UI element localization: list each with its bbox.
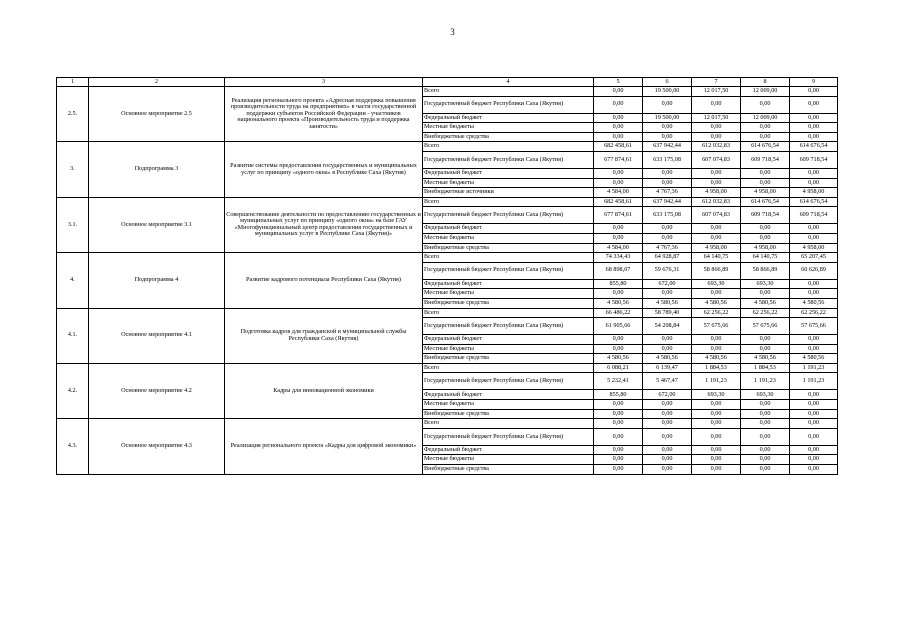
- table-row: [57, 419, 838, 429]
- value-cell: 4 580,56: [790, 298, 838, 308]
- value-cell: 0,00: [594, 400, 643, 410]
- value-cell: 682 458,61: [594, 142, 643, 152]
- value-cell: 0,00: [790, 113, 838, 123]
- value-cell: 0,00: [594, 123, 643, 133]
- funding-source-cell: Всего: [423, 419, 594, 429]
- value-cell: 4 580,56: [692, 354, 741, 364]
- funding-source-cell: Местные бюджеты: [423, 344, 594, 354]
- funding-source-cell: Всего: [423, 197, 594, 207]
- funding-source-cell: Государственный бюджет Республики Саха (Якутия): [423, 373, 594, 390]
- funding-source-cell: Федеральный бюджет: [423, 113, 594, 123]
- value-cell: 4 580,56: [643, 354, 692, 364]
- value-cell: 0,00: [692, 335, 741, 345]
- value-cell: 4 584,00: [594, 188, 643, 198]
- value-cell: 68 898,07: [594, 262, 643, 279]
- funding-source-cell: Внебюджетные средства: [423, 465, 594, 475]
- item-name-cell: Основное мероприятие 2.5: [89, 87, 225, 142]
- value-cell: 19 500,00: [643, 113, 692, 123]
- value-cell: 0,00: [741, 233, 790, 243]
- value-cell: 6 139,47: [643, 363, 692, 373]
- value-cell: 62 256,22: [692, 308, 741, 318]
- value-cell: 0,00: [643, 400, 692, 410]
- value-cell: 0,00: [790, 409, 838, 419]
- value-cell: 0,00: [594, 419, 643, 429]
- value-cell: 0,00: [692, 233, 741, 243]
- value-cell: 0,00: [741, 132, 790, 142]
- value-cell: 0,00: [643, 123, 692, 133]
- value-cell: 0,00: [790, 344, 838, 354]
- funding-source-cell: Федеральный бюджет: [423, 279, 594, 289]
- funding-source-cell: Всего: [423, 253, 594, 263]
- funding-source-cell: Федеральный бюджет: [423, 390, 594, 400]
- value-cell: 4 580,56: [790, 354, 838, 364]
- value-cell: 0,00: [741, 428, 790, 445]
- value-cell: 57 675,66: [692, 318, 741, 335]
- value-cell: 0,00: [741, 465, 790, 475]
- value-cell: 0,00: [594, 178, 643, 188]
- value-cell: 0,00: [741, 96, 790, 113]
- value-cell: 0,00: [741, 445, 790, 455]
- value-cell: 0,00: [790, 178, 838, 188]
- value-cell: 0,00: [643, 132, 692, 142]
- value-cell: 0,00: [790, 400, 838, 410]
- table-row: [57, 363, 838, 373]
- value-cell: 855,80: [594, 279, 643, 289]
- value-cell: 614 676,54: [741, 142, 790, 152]
- funding-source-cell: Внебюджетные средства: [423, 132, 594, 142]
- value-cell: 12 009,00: [741, 113, 790, 123]
- value-cell: 614 676,54: [741, 197, 790, 207]
- funding-source-cell: Внебюджетные средства: [423, 409, 594, 419]
- item-name-cell: Подпрограмма 3: [89, 142, 225, 197]
- value-cell: 0,00: [594, 445, 643, 455]
- funding-source-cell: Внебюджетные средства: [423, 243, 594, 253]
- header-cell: 6: [643, 78, 692, 87]
- code-cell: 4.2.: [57, 363, 89, 418]
- value-cell: 0,00: [692, 409, 741, 419]
- value-cell: 0,00: [741, 409, 790, 419]
- value-cell: 4 580,56: [741, 354, 790, 364]
- table-row: [57, 87, 838, 97]
- funding-source-cell: Федеральный бюджет: [423, 168, 594, 178]
- value-cell: 0,00: [790, 390, 838, 400]
- value-cell: 0,00: [790, 465, 838, 475]
- value-cell: 0,00: [692, 445, 741, 455]
- item-description-cell: Реализация регионального проекта «Адресная поддержка повышения производительности труда на предприятиях» в части государственной поддержки субъектов Российской Федерации - участников национального проекта «Производительность труда и поддержка занятости»: [225, 87, 423, 142]
- funding-source-cell: Местные бюджеты: [423, 123, 594, 133]
- value-cell: 0,00: [692, 419, 741, 429]
- value-cell: 609 718,54: [741, 151, 790, 168]
- value-cell: 12 009,00: [741, 87, 790, 97]
- code-cell: 3.1.: [57, 197, 89, 252]
- value-cell: 0,00: [692, 344, 741, 354]
- value-cell: 64 140,75: [692, 253, 741, 263]
- value-cell: 0,00: [594, 96, 643, 113]
- value-cell: 62 256,22: [790, 308, 838, 318]
- value-cell: 855,80: [594, 390, 643, 400]
- value-cell: 693,30: [692, 279, 741, 289]
- value-cell: 0,00: [741, 400, 790, 410]
- value-cell: 0,00: [594, 465, 643, 475]
- value-cell: 607 074,83: [692, 207, 741, 224]
- value-cell: 0,00: [643, 233, 692, 243]
- value-cell: 5 232,41: [594, 373, 643, 390]
- value-cell: 0,00: [643, 289, 692, 299]
- value-cell: 0,00: [643, 178, 692, 188]
- item-description-cell: Совершенствование деятельности по предоставлению государственных и муниципальных услуг по принципу «одного окна» на базе ГАУ «Многофункциональный центр предоставления государственных и муниципальных услуг в Республике Саха (Якутия)»: [225, 197, 423, 252]
- value-cell: 0,00: [594, 428, 643, 445]
- value-cell: 65 207,45: [790, 253, 838, 263]
- value-cell: 0,00: [741, 289, 790, 299]
- value-cell: 693,30: [741, 390, 790, 400]
- value-cell: 672,00: [643, 279, 692, 289]
- value-cell: 5 467,47: [643, 373, 692, 390]
- header-cell: 1: [57, 78, 89, 87]
- funding-source-cell: Местные бюджеты: [423, 289, 594, 299]
- value-cell: 4 580,56: [643, 298, 692, 308]
- item-name-cell: Основное мероприятие 4.1: [89, 308, 225, 363]
- value-cell: 4 958,00: [790, 188, 838, 198]
- header-cell: 2: [89, 78, 225, 87]
- value-cell: 693,30: [741, 279, 790, 289]
- value-cell: 4 958,00: [741, 243, 790, 253]
- value-cell: 4 767,36: [643, 188, 692, 198]
- value-cell: 58 789,40: [643, 308, 692, 318]
- value-cell: 64 140,75: [741, 253, 790, 263]
- value-cell: 0,00: [790, 224, 838, 234]
- value-cell: 4 767,36: [643, 243, 692, 253]
- value-cell: 0,00: [692, 123, 741, 133]
- value-cell: 633 175,08: [643, 207, 692, 224]
- value-cell: 0,00: [643, 96, 692, 113]
- funding-source-cell: Внебюджетные средства: [423, 298, 594, 308]
- value-cell: 4 958,00: [741, 188, 790, 198]
- value-cell: 0,00: [741, 335, 790, 345]
- value-cell: 609 718,54: [741, 207, 790, 224]
- header-cell: 5: [594, 78, 643, 87]
- value-cell: 0,00: [790, 87, 838, 97]
- item-name-cell: Основное мероприятие 4.3: [89, 419, 225, 474]
- value-cell: 614 676,54: [790, 197, 838, 207]
- value-cell: 57 675,66: [790, 318, 838, 335]
- table-row: [57, 142, 838, 152]
- header-cell: 9: [790, 78, 838, 87]
- value-cell: 0,00: [643, 465, 692, 475]
- value-cell: 0,00: [594, 233, 643, 243]
- value-cell: 0,00: [643, 409, 692, 419]
- value-cell: 4 580,56: [594, 354, 643, 364]
- item-name-cell: Подпрограмма 4: [89, 253, 225, 308]
- funding-source-cell: Внебюджетные источники: [423, 188, 594, 198]
- header-cell: 7: [692, 78, 741, 87]
- value-cell: 1 191,23: [741, 373, 790, 390]
- value-cell: 0,00: [790, 168, 838, 178]
- code-cell: 4.3.: [57, 419, 89, 474]
- value-cell: 677 874,61: [594, 207, 643, 224]
- value-cell: 0,00: [790, 279, 838, 289]
- value-cell: 0,00: [594, 455, 643, 465]
- value-cell: 0,00: [594, 132, 643, 142]
- funding-source-cell: Всего: [423, 363, 594, 373]
- funding-source-cell: Местные бюджеты: [423, 400, 594, 410]
- value-cell: 0,00: [790, 419, 838, 429]
- value-cell: 0,00: [692, 178, 741, 188]
- budget-table: [56, 77, 838, 475]
- value-cell: 58 866,89: [741, 262, 790, 279]
- value-cell: 4 958,00: [692, 243, 741, 253]
- value-cell: 4 958,00: [692, 188, 741, 198]
- value-cell: 61 905,66: [594, 318, 643, 335]
- value-cell: 12 017,50: [692, 113, 741, 123]
- value-cell: 637 942,44: [643, 142, 692, 152]
- value-cell: 1 191,23: [790, 363, 838, 373]
- value-cell: 4 958,00: [790, 243, 838, 253]
- value-cell: 0,00: [741, 168, 790, 178]
- value-cell: 1 884,53: [692, 363, 741, 373]
- value-cell: 609 718,54: [790, 151, 838, 168]
- header-row: [57, 78, 838, 87]
- value-cell: 58 866,89: [692, 262, 741, 279]
- value-cell: 0,00: [741, 178, 790, 188]
- value-cell: 0,00: [692, 168, 741, 178]
- value-cell: 0,00: [643, 428, 692, 445]
- value-cell: 0,00: [594, 344, 643, 354]
- value-cell: 0,00: [594, 87, 643, 97]
- value-cell: 0,00: [643, 335, 692, 345]
- value-cell: 62 256,22: [741, 308, 790, 318]
- item-description-cell: Подготовка кадров для гражданской и муниципальной службы Республики Саха (Якутия): [225, 308, 423, 363]
- value-cell: 677 874,61: [594, 151, 643, 168]
- value-cell: 0,00: [790, 123, 838, 133]
- value-cell: 0,00: [594, 113, 643, 123]
- value-cell: 607 074,83: [692, 151, 741, 168]
- value-cell: 0,00: [741, 123, 790, 133]
- funding-source-cell: Всего: [423, 87, 594, 97]
- value-cell: 693,30: [692, 390, 741, 400]
- value-cell: 4 580,56: [741, 298, 790, 308]
- value-cell: 54 208,84: [643, 318, 692, 335]
- value-cell: 682 458,61: [594, 197, 643, 207]
- value-cell: 0,00: [643, 419, 692, 429]
- value-cell: 0,00: [741, 419, 790, 429]
- funding-source-cell: Всего: [423, 142, 594, 152]
- value-cell: 609 718,54: [790, 207, 838, 224]
- value-cell: 74 334,43: [594, 253, 643, 263]
- value-cell: 0,00: [643, 224, 692, 234]
- item-description-cell: Развитие системы предоставления государственных и муниципальных услуг по принципу «одного окна» в Республике Саха (Якутия): [225, 142, 423, 197]
- value-cell: 64 928,87: [643, 253, 692, 263]
- value-cell: 0,00: [741, 344, 790, 354]
- funding-source-cell: Внебюджетные средства: [423, 354, 594, 364]
- funding-source-cell: Всего: [423, 308, 594, 318]
- funding-source-cell: Государственный бюджет Республики Саха (Якутия): [423, 318, 594, 335]
- value-cell: 0,00: [790, 455, 838, 465]
- value-cell: 59 676,31: [643, 262, 692, 279]
- item-description-cell: Реализация регионального проекта «Кадры для цифровой экономики»: [225, 419, 423, 474]
- value-cell: 0,00: [692, 465, 741, 475]
- value-cell: 0,00: [692, 224, 741, 234]
- value-cell: 60 626,89: [790, 262, 838, 279]
- header-cell: 4: [423, 78, 594, 87]
- value-cell: 0,00: [692, 428, 741, 445]
- funding-source-cell: Местные бюджеты: [423, 455, 594, 465]
- funding-source-cell: Федеральный бюджет: [423, 224, 594, 234]
- value-cell: 0,00: [790, 96, 838, 113]
- value-cell: 0,00: [790, 233, 838, 243]
- value-cell: 4 584,00: [594, 243, 643, 253]
- value-cell: 1 884,53: [741, 363, 790, 373]
- value-cell: 0,00: [692, 400, 741, 410]
- value-cell: 1 191,23: [692, 373, 741, 390]
- value-cell: 1 191,23: [790, 373, 838, 390]
- header-cell: 8: [741, 78, 790, 87]
- value-cell: 637 942,44: [643, 197, 692, 207]
- code-cell: 4.1.: [57, 308, 89, 363]
- funding-source-cell: Государственный бюджет Республики Саха (Якутия): [423, 207, 594, 224]
- item-description-cell: Развитие кадрового потенциала Республики Саха (Якутия): [225, 253, 423, 308]
- funding-source-cell: Государственный бюджет Республики Саха (Якутия): [423, 262, 594, 279]
- table-row: [57, 197, 838, 207]
- value-cell: 672,00: [643, 390, 692, 400]
- table-row: [57, 308, 838, 318]
- value-cell: 0,00: [790, 132, 838, 142]
- value-cell: 0,00: [692, 132, 741, 142]
- value-cell: 0,00: [643, 445, 692, 455]
- funding-source-cell: Государственный бюджет Республики Саха (Якутия): [423, 428, 594, 445]
- value-cell: 19 500,00: [643, 87, 692, 97]
- value-cell: 4 580,56: [692, 298, 741, 308]
- value-cell: 0,00: [594, 409, 643, 419]
- value-cell: 0,00: [643, 455, 692, 465]
- funding-source-cell: Местные бюджеты: [423, 233, 594, 243]
- code-cell: 2.5.: [57, 87, 89, 142]
- value-cell: 0,00: [790, 289, 838, 299]
- funding-source-cell: Государственный бюджет Республики Саха (Якутия): [423, 96, 594, 113]
- table-row: [57, 253, 838, 263]
- header-cell: 3: [225, 78, 423, 87]
- value-cell: 0,00: [594, 224, 643, 234]
- value-cell: 0,00: [741, 455, 790, 465]
- item-description-cell: Кадры для инновационной экономики: [225, 363, 423, 418]
- value-cell: 0,00: [790, 428, 838, 445]
- value-cell: 614 676,54: [790, 142, 838, 152]
- value-cell: 633 175,08: [643, 151, 692, 168]
- value-cell: 66 486,22: [594, 308, 643, 318]
- value-cell: 0,00: [643, 168, 692, 178]
- code-cell: 3.: [57, 142, 89, 197]
- value-cell: 12 017,50: [692, 87, 741, 97]
- value-cell: 0,00: [790, 335, 838, 345]
- value-cell: 0,00: [692, 455, 741, 465]
- funding-source-cell: Федеральный бюджет: [423, 445, 594, 455]
- value-cell: 0,00: [594, 335, 643, 345]
- value-cell: 0,00: [692, 96, 741, 113]
- funding-source-cell: Федеральный бюджет: [423, 335, 594, 345]
- item-name-cell: Основное мероприятие 3.1: [89, 197, 225, 252]
- value-cell: 0,00: [594, 289, 643, 299]
- value-cell: 0,00: [692, 289, 741, 299]
- value-cell: 0,00: [741, 224, 790, 234]
- value-cell: 6 088,21: [594, 363, 643, 373]
- value-cell: 0,00: [594, 168, 643, 178]
- value-cell: 4 580,56: [594, 298, 643, 308]
- funding-source-cell: Местные бюджеты: [423, 178, 594, 188]
- value-cell: 0,00: [790, 445, 838, 455]
- value-cell: 0,00: [643, 344, 692, 354]
- value-cell: 57 675,66: [741, 318, 790, 335]
- funding-source-cell: Государственный бюджет Республики Саха (Якутия): [423, 151, 594, 168]
- value-cell: 612 032,83: [692, 197, 741, 207]
- code-cell: 4.: [57, 253, 89, 308]
- value-cell: 612 032,83: [692, 142, 741, 152]
- page-number: 3: [450, 27, 455, 37]
- item-name-cell: Основное мероприятие 4.2: [89, 363, 225, 418]
